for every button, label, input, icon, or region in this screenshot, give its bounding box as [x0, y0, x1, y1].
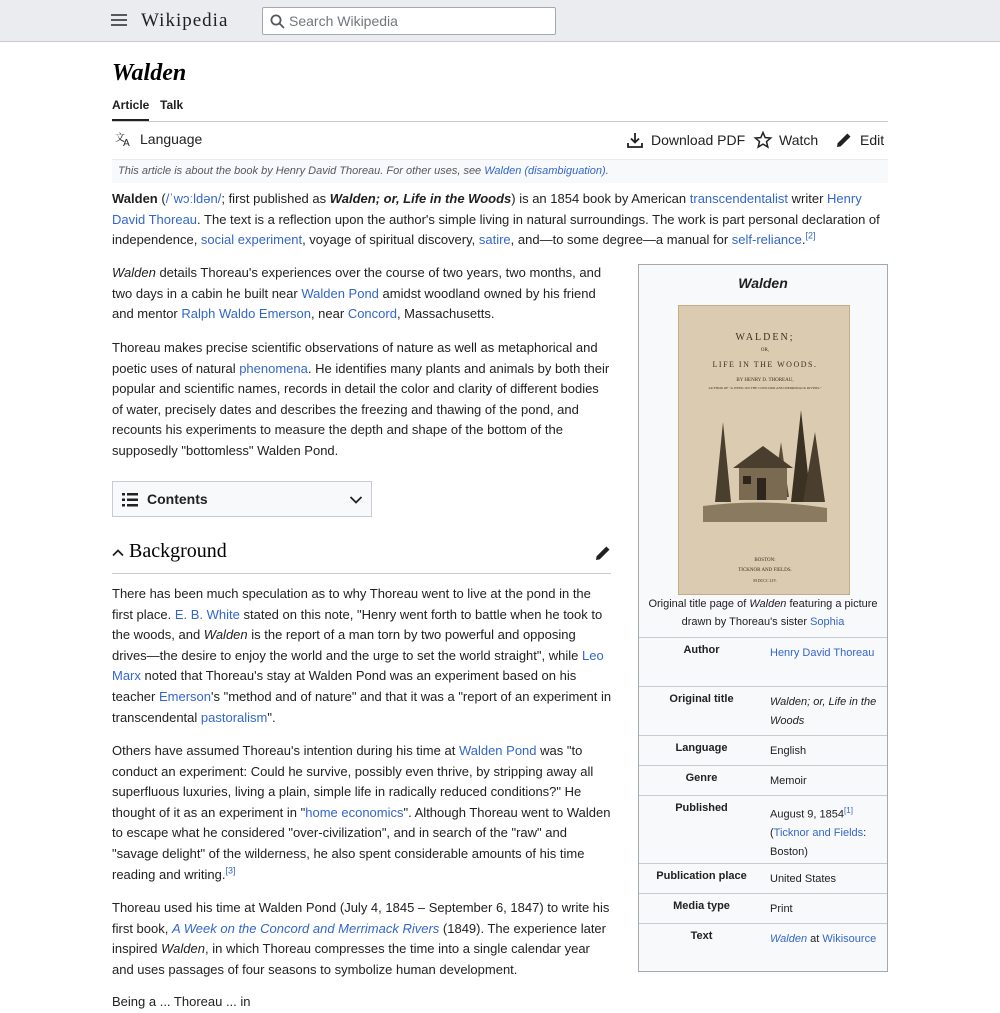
chevron-down-icon [349, 495, 363, 505]
top-bar [0, 0, 1000, 42]
bg-text: Thoreau used his time at Walden Pond (July 4, 1845 – September 6, 1847) to write his first book, [112, 900, 610, 936]
language-label: Language [140, 131, 203, 147]
tab-talk[interactable]: Talk [160, 98, 184, 112]
infobox-row-media-type [639, 893, 887, 923]
cover-line: WALDEN; [735, 332, 795, 343]
watch-label: Watch [779, 132, 819, 148]
cover-line: OR, [760, 348, 770, 353]
svg-text:A: A [123, 138, 130, 149]
lead-text: ; first published as [221, 191, 330, 206]
infobox-key: Text [690, 930, 713, 942]
infobox-key: Author [683, 644, 720, 656]
infobox-key: Language [675, 742, 728, 754]
cover-line: TICKNOR AND FIELDS. [738, 568, 792, 573]
infobox-row-publication-place [639, 863, 887, 893]
wikisource-link[interactable]: Wikisource [822, 933, 877, 945]
walden-wikisource-link[interactable]: Walden [770, 933, 808, 945]
search-box[interactable] [262, 7, 556, 35]
published-date: August 9, 1854 [770, 808, 845, 821]
cover-line: AUTHOR OF "A WEEK ON THE CONCORD AND MERRIMACK RIVERS." [708, 386, 822, 390]
cabin-illustration [703, 402, 827, 522]
lead-text: details Thoreau's experiences over the course of two years, two months, and two days in a cabin he built near [112, 265, 602, 301]
lead-text: writer [788, 191, 828, 206]
lead-text: Thoreau makes precise scientific observations of nature as well as metaphorical and poetic uses of natural [112, 340, 598, 376]
page-actions [112, 122, 888, 158]
published-text: ( [770, 827, 774, 840]
sophia-link[interactable]: Sophia [810, 616, 845, 628]
edit-label: Edit [860, 132, 885, 148]
walden-pond-link-2[interactable]: Walden Pond [458, 743, 537, 758]
cover-line: BOSTON: [754, 558, 776, 563]
infobox-value: Walden; or, Life in the Woods [770, 696, 877, 727]
lead-text: ( [157, 191, 166, 206]
pastoralism-link[interactable]: pastoralism [200, 709, 268, 725]
lead-paragraph-3 [112, 338, 612, 462]
lead-full-title: Walden; or, Life in the Woods [329, 191, 512, 206]
infobox [638, 264, 888, 972]
title-page-image[interactable] [678, 305, 850, 595]
lead-bold-title: Walden [112, 191, 158, 206]
infobox-key: Published [675, 802, 728, 814]
infobox-row-published [639, 795, 887, 863]
author-link[interactable]: Henry David Thoreau [770, 647, 875, 659]
bg-text: is the report of a man torn by two powerful and opposing drives—the desire to enjoy the world and the urge to set the world straight", while [112, 627, 582, 663]
bg-text: was "to conduct an experiment: Could he survive, possibly even thrive, by stripping away all superfluous luxuries, living a plain, simple life in radically reduced conditions?" He thought of it as an experiment in " [112, 743, 594, 820]
infobox-value: English [770, 745, 807, 757]
background-paragraph-3 [112, 898, 612, 980]
satire-link[interactable]: satire [478, 232, 511, 248]
wikipedia-wordmark[interactable]: Wikipedia [141, 10, 229, 31]
ipa-link[interactable]: /ˈwɔːldən/ [165, 191, 222, 206]
infobox-key: Genre [685, 772, 718, 784]
thoreau-link[interactable]: Henry David Thoreau [112, 191, 862, 227]
page-tabs [112, 98, 888, 122]
caption-italic: Walden [749, 598, 787, 610]
walden-italic: Walden [161, 941, 205, 957]
caption-text: Original title page of [648, 598, 750, 610]
bg-text: , in which Thoreau compresses the time into a single calendar year and uses passages of four seasons to symbolize human development. [112, 941, 590, 977]
cover-line: M DCCC LIV. [753, 578, 777, 583]
lead-paragraph-1 [112, 189, 890, 251]
watch-button[interactable] [754, 131, 818, 149]
walden-italic: Walden [112, 265, 156, 280]
lead-paragraph-2 [112, 263, 612, 325]
download-pdf-button[interactable] [626, 131, 745, 149]
infobox-value [770, 930, 880, 949]
image-caption [647, 595, 879, 631]
cover-line: BY HENRY D. THOREAU, [736, 378, 794, 383]
svg-text:文: 文 [115, 133, 125, 144]
edit-button[interactable] [835, 131, 884, 149]
download-icon [626, 131, 644, 149]
lead-text: . The text is a reflection upon the author's simple living in natural surroundings. The work is part personal declaration of independence, [112, 211, 880, 248]
walden-italic: Walden [203, 627, 248, 643]
infobox-title: Walden [738, 275, 788, 291]
background-section-heading[interactable] [112, 538, 611, 574]
infobox-value [770, 802, 880, 861]
phenomena-link[interactable]: phenomena [239, 360, 308, 376]
reference-3[interactable]: [3] [225, 865, 236, 876]
disambiguation-link[interactable]: Walden (disambiguation) [484, 165, 606, 177]
bg-text: There has been much speculation as to why Thoreau went to live at the pond in the first place. [112, 586, 591, 622]
infobox-row-genre [639, 765, 887, 795]
walden-pond-link[interactable]: Walden Pond [301, 285, 379, 301]
infobox-row-author [639, 637, 887, 686]
infobox-value: Memoir [770, 775, 807, 787]
home-economics-link[interactable]: home economics [305, 804, 404, 820]
menu-icon[interactable] [109, 11, 129, 31]
search-input[interactable] [289, 11, 549, 31]
hatnote-text: This article is about the book by Henry David Thoreau. For other uses, see [118, 165, 485, 177]
reference-2[interactable]: [2] [805, 230, 816, 241]
chevron-up-icon [112, 548, 124, 558]
cover-line: LIFE IN THE WOODS. [712, 360, 818, 369]
published-text: : Boston) [770, 827, 867, 858]
language-button[interactable] [115, 131, 202, 147]
search-icon [270, 14, 285, 29]
bg-text: ". [267, 709, 276, 725]
list-icon [122, 493, 138, 507]
section-edit-icon[interactable] [594, 544, 612, 562]
ticknor-fields-link[interactable]: Ticknor and Fields [773, 827, 864, 840]
bg-text: noted that Thoreau's stay at Walden Pond was an experiment based on his teacher [112, 668, 577, 704]
bg-text: ". Although Thoreau went to Walden to escape what he considered "over-civilization", and in search of the "raw" and "savage delight" of the wilderness, he also spent considerable amounts of his time reading and writing. [112, 804, 611, 882]
contents-toggle[interactable] [112, 481, 372, 517]
eb-white-link[interactable]: E. B. White [174, 606, 240, 622]
page-title: Walden [112, 60, 187, 86]
bg-text: Others have assumed Thoreau's intention during his time at [112, 743, 459, 758]
emerson-link-2[interactable]: Emerson [158, 688, 212, 704]
leo-marx-link[interactable]: Leo Marx [112, 647, 604, 684]
concord-link[interactable]: Concord [347, 306, 397, 322]
emerson-link[interactable]: Ralph Waldo Emerson [181, 306, 311, 322]
self-reliance-link[interactable]: self-reliance [731, 232, 802, 248]
caption-text: featuring a picture drawn by Thoreau's sister [681, 598, 878, 628]
infobox-key: Publication place [656, 870, 747, 882]
background-heading-label: Background [129, 540, 227, 562]
infobox-value: United States [770, 873, 837, 885]
bg-text: 's "method and of nature" and that it was a "report of an experiment in transcendental [112, 688, 612, 725]
star-icon [754, 131, 772, 149]
next-paragraph-partial: Being a ... Thoreau ... in [112, 994, 251, 1009]
social-experiment-link[interactable]: social experiment [200, 232, 303, 248]
infobox-row-original-title [639, 686, 887, 735]
tab-article[interactable]: Article [112, 98, 149, 121]
infobox-value: Print [770, 903, 793, 915]
lead-text: , voyage of spiritual discovery, [302, 232, 479, 248]
a-week-link[interactable]: A Week on the Concord and Merrimack Rivers [171, 920, 440, 936]
infobox-key: Original title [669, 693, 734, 705]
infobox-key: Media type [673, 900, 730, 912]
background-paragraph-1 [112, 584, 612, 728]
lead-text: , Massachusetts. [396, 306, 495, 322]
reference-1[interactable]: [1] [844, 806, 853, 815]
background-paragraph-2 [112, 741, 612, 885]
bg-text: (1849). The experience later inspired [112, 920, 606, 957]
contents-label: Contents [147, 491, 208, 507]
lead-text: amidst woodland owned by his friend and mentor [112, 285, 596, 322]
transcendentalist-link[interactable]: transcendentalist [689, 191, 789, 206]
lead-text: ) is an 1854 book by American [511, 191, 690, 206]
bg-text: stated on this note, "Henry went forth to battle when he took to the woods, and [112, 606, 603, 643]
lead-text: , and—to some degree—a manual for [510, 232, 732, 248]
lead-text: . [801, 232, 806, 248]
infobox-text: at [807, 933, 823, 945]
lead-text: , near [310, 306, 348, 322]
infobox-row-text [639, 923, 887, 972]
hatnote [112, 159, 888, 183]
language-icon [115, 131, 133, 147]
infobox-row-language [639, 735, 887, 765]
hatnote-end: . [605, 165, 609, 177]
download-pdf-label: Download PDF [651, 132, 746, 148]
pencil-icon [835, 131, 853, 149]
lead-text: . He identifies many plants and animals by both their popular and scientific names, records in detail the color and clarity of different bodies of water, precisely dates and describes the freezing and thawing of the pond, and recounts his experiments to measure the depth and shape of the bottom of the supposedly "bottomless" Walden Pond. [112, 360, 610, 458]
